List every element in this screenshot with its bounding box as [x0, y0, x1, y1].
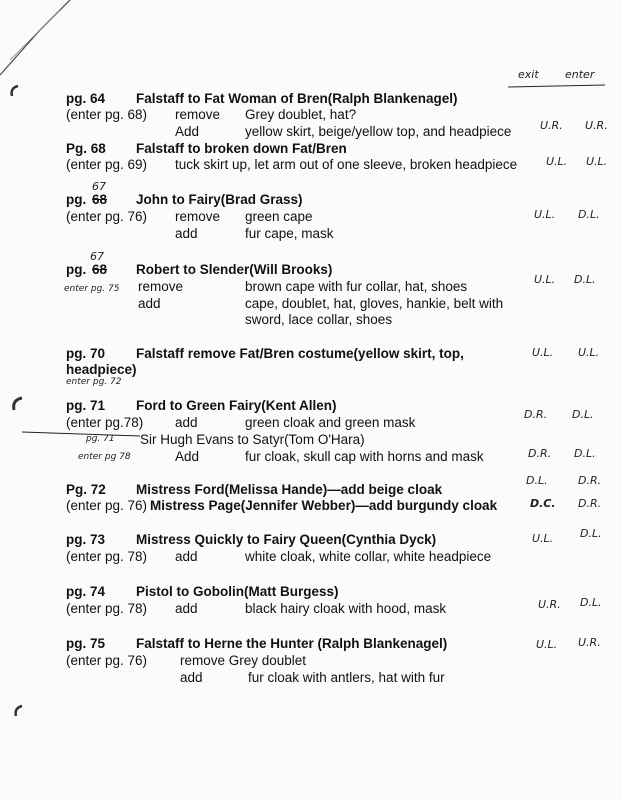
entry-title: Mistress Ford(Melissa Hande)—add beige cloak [136, 482, 443, 497]
sub-enter-note: enter pg 78 [78, 452, 131, 462]
add-label: add [138, 296, 161, 311]
enter-page: (enter pg. 78) [66, 601, 148, 616]
entry-page: pg. 73 [66, 532, 106, 547]
add-items: green cloak and green mask [245, 415, 416, 430]
enter-position: U.L. [578, 346, 600, 359]
add-items: fur cloak with antlers, hat with fur [248, 670, 445, 685]
enter-position: D.L. [580, 527, 602, 540]
entry-page: Pg. 68 [66, 141, 106, 156]
add-label: add [180, 670, 203, 685]
exit-position: U.L. [532, 346, 554, 359]
annotation-line [22, 432, 140, 436]
enter-column-header: enter [565, 68, 595, 81]
action-text: tuck skirt up, let arm out of one sleeve, broken headpiece [175, 157, 518, 172]
enter-position-second: D.R. [578, 497, 602, 510]
sub-add-items: fur cloak, skull cap with horns and mask [245, 449, 484, 464]
entry-title: Falstaff to Fat Woman of Bren(Ralph Blankenagel) [136, 91, 458, 106]
enter-note: enter pg. 72 [66, 377, 122, 387]
entry-title: Mistress Quickly to Fairy Queen(Cynthia Dyck) [136, 532, 437, 547]
entry-page-prefix: pg. [66, 192, 87, 207]
header-underline [508, 85, 605, 87]
enter-position: U.L. [586, 155, 608, 168]
entry-title: Ford to Green Fairy(Kent Allen) [136, 398, 337, 413]
entry-page: pg. 70 [66, 346, 106, 361]
page-correction: 67 [90, 250, 104, 263]
enter-position: D.R. [578, 474, 602, 487]
remove-label: remove [175, 107, 221, 122]
sub-enter-position: D.L. [574, 447, 596, 460]
remove-label: remove [138, 279, 184, 294]
enter-position: D.L. [580, 596, 602, 609]
hole-punch-mark-bottom [16, 706, 22, 716]
enter-position: D.L. [574, 273, 596, 286]
remove-line: remove Grey doublet [180, 653, 307, 668]
exit-position: U.L. [534, 208, 556, 221]
entry-page: pg. 75 [66, 636, 106, 651]
entry-page: pg. 74 [66, 584, 106, 599]
exit-position: D.R. [524, 408, 548, 421]
entry-title: Falstaff to broken down Fat/Bren [136, 141, 347, 156]
enter-page: (enter pg. 76) [66, 498, 148, 513]
hole-punch-mark-middle [14, 398, 22, 410]
enter-page: (enter pg. 68) [66, 107, 148, 122]
enter-page: (enter pg.78) [66, 415, 144, 430]
remove-label: remove [175, 209, 221, 224]
add-items: yellow skirt, beige/yellow top, and headpiece [245, 124, 512, 139]
entry-title: Falstaff to Herne the Hunter (Ralph Blankenagel) [136, 636, 448, 651]
exit-position: U.L. [534, 273, 556, 286]
exit-position: U.L. [546, 155, 568, 168]
add-label: add [175, 415, 198, 430]
add-label: Add [175, 124, 200, 139]
entry-title-continued: headpiece) [66, 362, 137, 377]
add-items: fur cape, mask [245, 226, 334, 241]
enter-position: D.L. [572, 408, 594, 421]
enter-page: (enter pg. 76) [66, 653, 148, 668]
entry-page: pg. 71 [66, 398, 106, 413]
remove-items: green cape [245, 209, 313, 224]
page-correction: 67 [92, 180, 106, 193]
add-label: add [175, 601, 198, 616]
enter-page: (enter pg. 69) [66, 157, 148, 172]
exit-column-header: exit [518, 68, 539, 81]
add-label: add [175, 549, 198, 564]
enter-position: D.L. [578, 208, 600, 221]
remove-items: Grey doublet, hat? [245, 107, 357, 122]
add-items: white cloak, white collar, white headpiece [245, 549, 492, 564]
exit-position: U.L. [536, 638, 558, 651]
entry-title: John to Fairy(Brad Grass) [136, 192, 303, 207]
exit-position: U.R. [540, 119, 563, 132]
exit-position-second: D.C. [530, 497, 556, 510]
sub-title: Sir Hugh Evans to Satyr(Tom O'Hara) [140, 432, 365, 447]
sub-add-label: Add [175, 449, 200, 464]
sub-exit-position: D.R. [528, 447, 552, 460]
add-items: cape, doublet, hat, gloves, hankie, belt with [245, 296, 504, 311]
entry-title: Robert to Slender(Will Brooks) [136, 262, 333, 277]
entry-page-prefix: pg. [66, 262, 87, 277]
entry-title: Falstaff remove Fat/Bren costume(yellow skirt, top, [136, 346, 464, 361]
enter-note: enter pg. 75 [64, 284, 120, 294]
sub-page-note: pg. 71 [86, 434, 115, 444]
add-items-continued: sword, lace collar, shoes [245, 312, 393, 327]
enter-position: U.R. [585, 119, 608, 132]
enter-position: U.R. [578, 636, 601, 649]
entry-page: Pg. 72 [66, 482, 106, 497]
entry-page-struck: 68 [92, 192, 108, 207]
exit-position: U.R. [538, 598, 561, 611]
enter-page: (enter pg. 78) [66, 549, 148, 564]
exit-position: U.L. [532, 532, 554, 545]
hole-punch-mark-top [12, 86, 18, 96]
entry-page-struck: 68 [92, 262, 108, 277]
entry-title-second: Mistress Page(Jennifer Webber)—add burgundy cloak [150, 498, 498, 513]
remove-items: brown cape with fur collar, hat, shoes [245, 279, 468, 294]
enter-page: (enter pg. 76) [66, 209, 148, 224]
exit-position: D.L. [526, 474, 548, 487]
corner-crease-mark [10, 10, 60, 60]
entry-title: Pistol to Gobolin(Matt Burgess) [136, 584, 339, 599]
entry-page: pg. 64 [66, 91, 106, 106]
add-items: black hairy cloak with hood, mask [245, 601, 447, 616]
add-label: add [175, 226, 198, 241]
corner-fold-mark [0, 0, 70, 75]
